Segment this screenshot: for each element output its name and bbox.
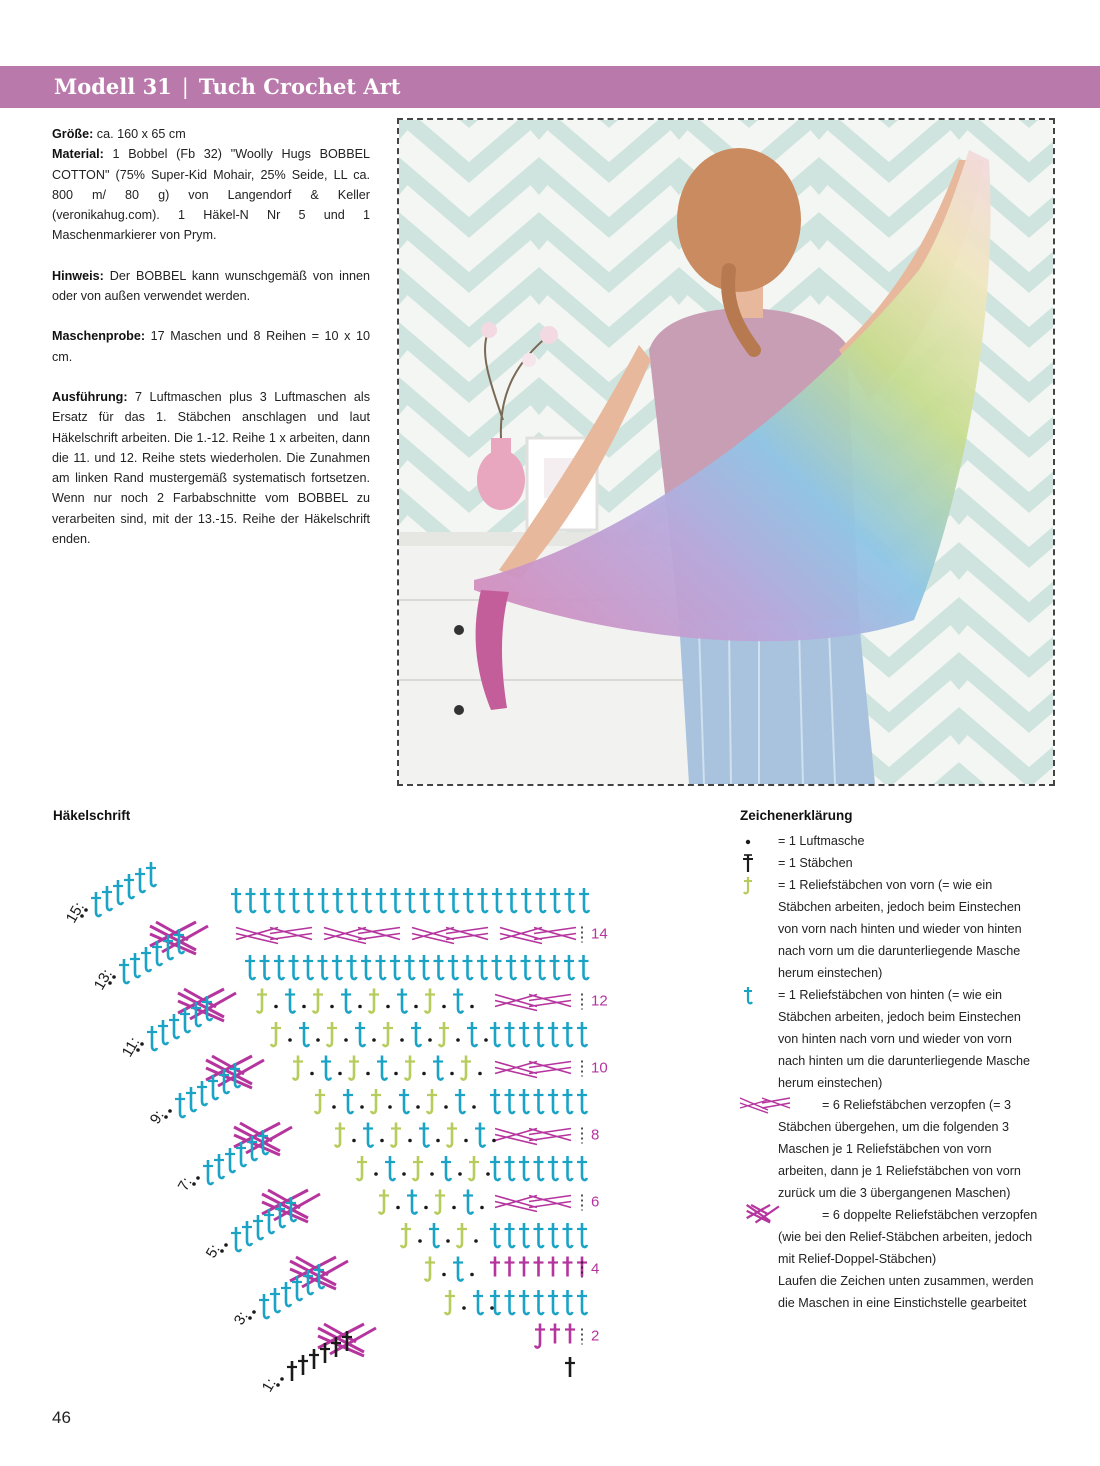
chain-dot bbox=[224, 1243, 228, 1247]
stitch-symbol bbox=[405, 1056, 415, 1080]
page-title bbox=[54, 72, 400, 102]
stitch-symbol bbox=[434, 955, 444, 979]
stitch-symbol bbox=[453, 989, 463, 1013]
stitch-symbol bbox=[439, 1022, 449, 1046]
chain-dot bbox=[414, 1005, 418, 1009]
chain-dot bbox=[400, 1038, 404, 1042]
row-number-left: 11: bbox=[118, 1034, 144, 1060]
stitch-symbol bbox=[548, 1223, 558, 1247]
chain-dot bbox=[394, 1072, 398, 1076]
chain-dot bbox=[274, 1005, 278, 1009]
stitch-symbol bbox=[534, 1257, 544, 1277]
stitch-symbol bbox=[260, 888, 270, 912]
diagram-title: Häkelschrift bbox=[53, 808, 131, 823]
size-label: Größe: bbox=[52, 127, 94, 141]
chain-dot bbox=[424, 1206, 428, 1210]
stitch-symbol bbox=[231, 888, 241, 912]
crochet-chart bbox=[40, 824, 680, 1404]
chain-dot bbox=[252, 1310, 256, 1314]
stitch-symbol bbox=[577, 1223, 587, 1247]
row-number-left: 13: bbox=[90, 966, 116, 993]
stitch-symbol bbox=[135, 868, 145, 892]
stitch-symbol bbox=[478, 888, 488, 912]
execution-text: 7 Luftmaschen plus 3 Luftmaschen als Ersatz für das 1. Stäbchen anschlagen und laut Häkelschrift arbeiten. Die 1.-12. Reihe 1 x arbeiten, dann die 11. und 12. Reihe stets wiederholen. Die Zunahmen am linken Rand mustergemäß systematisch fortsetzen. Wenn nur noch 2 Farbabschnitte vom BOBBEL zu verarbeiten sind, mit der 13.-15. Reihe der Häkelschrift enden. bbox=[52, 389, 370, 547]
stitch-symbol bbox=[521, 955, 531, 979]
stitch-symbol bbox=[467, 1022, 477, 1046]
chain-dot bbox=[428, 1038, 432, 1042]
stitch-symbol bbox=[341, 989, 351, 1013]
chain-dot bbox=[470, 1273, 474, 1277]
stitch-symbol bbox=[505, 1223, 515, 1247]
row-number-right: 10 bbox=[591, 1059, 608, 1077]
stitch-symbol bbox=[260, 955, 270, 979]
chain-dot bbox=[330, 1005, 334, 1009]
stitch-symbol bbox=[289, 888, 299, 912]
row-number-left: 15: bbox=[62, 899, 88, 926]
model-title: Tuch Crochet Art bbox=[198, 74, 401, 99]
stitch-symbol bbox=[274, 955, 284, 979]
chain-dot bbox=[478, 1072, 482, 1076]
jeans bbox=[679, 620, 875, 784]
stitch-symbol bbox=[548, 1022, 558, 1046]
stitch-symbol bbox=[492, 888, 502, 912]
stitch-symbol bbox=[91, 892, 101, 916]
stitch-symbol bbox=[355, 1022, 365, 1046]
stitch-symbol bbox=[433, 1056, 443, 1080]
chain-dot bbox=[462, 1306, 466, 1310]
stitch-symbol bbox=[563, 1156, 573, 1180]
stitch-symbol bbox=[158, 1020, 168, 1044]
chain-dot bbox=[196, 1176, 200, 1180]
stitch-symbol bbox=[463, 888, 473, 912]
stitch-symbol bbox=[186, 1087, 196, 1111]
chain-dot bbox=[396, 1206, 400, 1210]
chain-dot bbox=[456, 1038, 460, 1042]
stitch-symbol bbox=[253, 1215, 263, 1239]
legend-item-cable6: = 6 Reliefstäbchen verzopfen (= 3 Stäbchen übergehen, um die folgenden 3 Maschen je 1 Reliefstäbchen von vorn arbeiten, dann je 1 Reliefstäbchen von vorn zurück um die 3 übergangenen Maschen) bbox=[738, 1094, 1038, 1204]
hair bbox=[677, 148, 801, 292]
legend-item-dc: = 1 Stäbchen bbox=[738, 852, 1038, 874]
stitch-symbol bbox=[397, 989, 407, 1013]
legend-item-bpdc: = 1 Reliefstäbchen von hinten (= wie ein Stäbchen arbeiten, jedoch beim Einstechen von hinten nach vorn und wieder von vorn nach hinten um die darunterliegende Masche herum einstechen) bbox=[738, 984, 1038, 1094]
stitch-symbol bbox=[270, 1288, 280, 1312]
row-number-right: 6 bbox=[591, 1193, 600, 1211]
stitch-symbol bbox=[321, 1056, 331, 1080]
chain-dot bbox=[380, 1139, 384, 1143]
stitch-symbol bbox=[231, 1227, 241, 1251]
chain-dot bbox=[492, 1139, 496, 1143]
stitch-symbol bbox=[429, 1223, 439, 1247]
double-crochet-icon bbox=[738, 852, 762, 874]
stitch-symbol bbox=[563, 1089, 573, 1113]
chain-dot bbox=[444, 1105, 448, 1109]
gauge-label: Maschenprobe: bbox=[52, 329, 146, 344]
stitch-symbol bbox=[371, 1089, 381, 1113]
chain-dot-icon bbox=[738, 830, 762, 852]
row-number-left: 3: bbox=[230, 1308, 252, 1328]
photo-illustration bbox=[399, 120, 1053, 784]
chain-dot bbox=[366, 1072, 370, 1076]
chain-dot bbox=[458, 1172, 462, 1176]
chain-dot bbox=[360, 1105, 364, 1109]
stitch-symbol bbox=[490, 1156, 500, 1180]
back-post-dc-icon bbox=[738, 984, 762, 1006]
material-label: Material: bbox=[52, 147, 104, 162]
chain-dot bbox=[418, 1239, 422, 1243]
chain-dot bbox=[484, 1038, 488, 1042]
stitch-symbol bbox=[505, 1089, 515, 1113]
stitch-symbol bbox=[225, 1148, 235, 1172]
stitch-symbol bbox=[505, 1257, 515, 1277]
stitch-symbol bbox=[285, 989, 295, 1013]
chain-dot bbox=[302, 1005, 306, 1009]
stitch-symbol bbox=[463, 955, 473, 979]
stitch-symbol bbox=[441, 1156, 451, 1180]
stitch-symbol bbox=[287, 1361, 297, 1381]
chain-dot bbox=[490, 1306, 494, 1310]
stitch-symbol bbox=[169, 1014, 179, 1038]
chain-dot bbox=[442, 1273, 446, 1277]
stitch-symbol bbox=[113, 880, 123, 904]
hint-paragraph bbox=[52, 266, 370, 307]
stitch-symbol bbox=[281, 1282, 291, 1306]
chain-dot bbox=[388, 1105, 392, 1109]
stitch-symbol bbox=[507, 888, 517, 912]
stitch-symbol bbox=[399, 1089, 409, 1113]
legend-item-fpdc: = 1 Reliefstäbchen von vorn (= wie ein Stäbchen arbeiten, jedoch beim Einstechen von vorn nach hinten und wieder von hinten nach vorn um die darunterliegende Masche herum einstechen) bbox=[738, 874, 1038, 984]
stitch-symbol bbox=[565, 888, 575, 912]
row-number-right: 2 bbox=[591, 1327, 600, 1345]
chain-dot bbox=[408, 1139, 412, 1143]
stitch-symbol bbox=[369, 989, 379, 1013]
stitch-symbol bbox=[550, 955, 560, 979]
stitch-symbol bbox=[242, 1221, 252, 1245]
execution-label: Ausführung: bbox=[52, 389, 128, 404]
stitch-symbol bbox=[492, 955, 502, 979]
cable-symbol bbox=[412, 928, 488, 944]
stitch-symbol bbox=[548, 1257, 558, 1277]
stitch-symbol bbox=[505, 1022, 515, 1046]
title-separator: | bbox=[181, 75, 189, 99]
stitch-symbol bbox=[447, 1123, 457, 1147]
stitch-symbol bbox=[463, 1190, 473, 1214]
stitch-symbol bbox=[124, 874, 134, 898]
stitch-symbol bbox=[564, 955, 574, 979]
stitch-symbol bbox=[332, 955, 342, 979]
hint-text: Der BOBBEL kann wunschgemäß von innen oder von außen verwendet werden. bbox=[52, 268, 370, 304]
gauge-paragraph bbox=[52, 326, 370, 367]
row-number-left: 1: bbox=[258, 1375, 280, 1395]
cable-six-icon bbox=[738, 1092, 792, 1114]
stitch-symbol bbox=[197, 1081, 207, 1105]
stitch-symbol bbox=[565, 1357, 575, 1377]
stitch-symbol bbox=[490, 1257, 500, 1277]
stitch-symbol bbox=[535, 955, 545, 979]
stitch-symbol bbox=[377, 1056, 387, 1080]
stitch-symbol bbox=[548, 1089, 558, 1113]
stitch-symbol bbox=[449, 888, 459, 912]
stitch-symbol bbox=[379, 1190, 389, 1214]
stitch-symbol bbox=[401, 1223, 411, 1247]
stitch-symbol bbox=[505, 1156, 515, 1180]
vase bbox=[477, 450, 525, 510]
size-text: ca. 160 x 65 cm bbox=[93, 127, 186, 141]
stitch-symbol bbox=[407, 1190, 417, 1214]
chain-dot bbox=[430, 1172, 434, 1176]
chain-dot bbox=[450, 1072, 454, 1076]
model-number: Modell 31 bbox=[54, 74, 172, 99]
stitch-symbol bbox=[550, 888, 560, 912]
stitch-symbol bbox=[475, 1123, 485, 1147]
stitch-symbol bbox=[534, 1022, 544, 1046]
chain-dot bbox=[386, 1005, 390, 1009]
stitch-symbol bbox=[473, 1290, 483, 1314]
stitch-symbol bbox=[349, 1056, 359, 1080]
legend-item-chain: = 1 Luftmasche bbox=[738, 830, 1038, 852]
stitch-symbol bbox=[445, 1290, 455, 1314]
stitch-symbol bbox=[246, 888, 256, 912]
stitch-symbol bbox=[563, 1022, 573, 1046]
stitch-symbol bbox=[335, 1123, 345, 1147]
cable-symbol bbox=[495, 1129, 571, 1145]
hint-label: Hinweis: bbox=[52, 268, 104, 283]
material-text: 1 Bobbel (Fb 32) "Woolly Hugs BOBBEL COTTON" (75% Super-Kid Mohair, 25% Seide, LL ca. 800 m/ 80 g) von Langendorf & Keller (veronikahug.com). 1 Häkel-N Nr 5 und 1 Maschenmarkierer von Prym. bbox=[52, 147, 370, 243]
stitch-symbol bbox=[376, 888, 386, 912]
stitch-symbol bbox=[347, 955, 357, 979]
chain-dot bbox=[452, 1206, 456, 1210]
stitch-symbol bbox=[563, 1223, 573, 1247]
stitch-symbol bbox=[563, 1290, 573, 1314]
chain-dot bbox=[446, 1239, 450, 1243]
stitch-symbol bbox=[293, 1056, 303, 1080]
row-number-left: 5: bbox=[202, 1241, 224, 1261]
stitch-symbol bbox=[315, 1089, 325, 1113]
stitch-symbol bbox=[245, 955, 255, 979]
stitch-symbol bbox=[413, 1156, 423, 1180]
stitch-symbol bbox=[146, 862, 156, 886]
stitch-symbol bbox=[521, 888, 531, 912]
stitch-symbol bbox=[448, 955, 458, 979]
stitch-symbol bbox=[453, 1257, 463, 1281]
chain-dot bbox=[472, 1105, 476, 1109]
stitch-symbol bbox=[550, 1324, 560, 1344]
chain-dot bbox=[486, 1172, 490, 1176]
stitch-symbol bbox=[477, 955, 487, 979]
stitch-symbol bbox=[490, 1089, 500, 1113]
stitch-symbol bbox=[534, 1223, 544, 1247]
stitch-symbol bbox=[203, 1160, 213, 1184]
chain-dot bbox=[442, 1005, 446, 1009]
legend-footer: Laufen die Zeichen unten zusammen, werden die Maschen in eine Einstichstelle gearbeitet bbox=[778, 1274, 1034, 1310]
row-number-left: 7: bbox=[174, 1174, 196, 1194]
stitch-symbol bbox=[141, 947, 151, 971]
cable-symbol bbox=[500, 928, 576, 944]
stitch-symbol bbox=[271, 1022, 281, 1046]
front-post-dc-icon bbox=[738, 874, 762, 896]
stitch-symbol bbox=[419, 1123, 429, 1147]
stitch-symbol bbox=[147, 1026, 157, 1050]
stitch-symbol bbox=[425, 1257, 435, 1281]
chain-dot bbox=[352, 1139, 356, 1143]
cable-symbol bbox=[324, 928, 400, 944]
chain-dot bbox=[338, 1072, 342, 1076]
stitch-symbol bbox=[363, 1123, 373, 1147]
page-number: 46 bbox=[52, 1408, 71, 1427]
stitch-symbol bbox=[563, 1257, 573, 1277]
chain-dot bbox=[372, 1038, 376, 1042]
stitch-symbol bbox=[490, 1022, 500, 1046]
stitch-symbol bbox=[577, 1156, 587, 1180]
stitch-symbol bbox=[519, 1223, 529, 1247]
stitch-symbol bbox=[130, 953, 140, 977]
stitch-symbol bbox=[347, 888, 357, 912]
stitch-symbol bbox=[577, 1089, 587, 1113]
stitch-symbol bbox=[534, 1290, 544, 1314]
stitch-symbol bbox=[383, 1022, 393, 1046]
stitch-symbol bbox=[303, 955, 313, 979]
stitch-symbol bbox=[298, 1355, 308, 1375]
legend-item-cable6-double: = 6 doppelte Reliefstäbchen verzopfen (wie bei den Relief-Stäbchen arbeiten, jedoch mit Relief-Doppel-Stäbchen) bbox=[738, 1204, 1038, 1270]
chain-dot bbox=[280, 1377, 284, 1381]
stitch-symbol bbox=[405, 955, 415, 979]
stitch-symbol bbox=[175, 1093, 185, 1117]
row-number-right: 14 bbox=[591, 925, 608, 943]
stitch-symbol bbox=[361, 955, 371, 979]
material-paragraph bbox=[52, 124, 370, 246]
row-number-right: 8 bbox=[591, 1126, 600, 1144]
chain-dot bbox=[416, 1105, 420, 1109]
stitch-symbol bbox=[327, 1022, 337, 1046]
stitch-symbol bbox=[309, 1349, 319, 1369]
cable-symbol bbox=[236, 928, 312, 944]
stitch-symbol bbox=[548, 1156, 558, 1180]
row-number-right: 4 bbox=[591, 1260, 600, 1278]
stitch-symbol bbox=[289, 955, 299, 979]
stitch-symbol bbox=[534, 1089, 544, 1113]
stitch-symbol bbox=[419, 955, 429, 979]
stitch-symbol bbox=[535, 1324, 545, 1348]
stitch-symbol bbox=[318, 955, 328, 979]
stitch-symbol bbox=[376, 955, 386, 979]
chain-dot bbox=[474, 1239, 478, 1243]
symbol-legend bbox=[738, 830, 1038, 1314]
chain-dot bbox=[288, 1038, 292, 1042]
cable-symbol bbox=[495, 1062, 571, 1078]
stitch-symbol bbox=[455, 1089, 465, 1113]
shawl-photo bbox=[397, 118, 1055, 786]
stitch-symbol bbox=[313, 989, 323, 1013]
chain-dot bbox=[422, 1072, 426, 1076]
instructions-text bbox=[52, 124, 370, 569]
chain-dot bbox=[344, 1038, 348, 1042]
row-number-right: 12 bbox=[591, 992, 608, 1010]
stitch-symbol bbox=[505, 1290, 515, 1314]
crochet-chart-svg bbox=[40, 824, 680, 1404]
chain-dot bbox=[470, 1005, 474, 1009]
stitch-symbol bbox=[427, 1089, 437, 1113]
stitch-symbol bbox=[579, 955, 589, 979]
row-number-left: 9: bbox=[146, 1107, 168, 1127]
chain-dot bbox=[480, 1206, 484, 1210]
stitch-symbol bbox=[490, 1223, 500, 1247]
chain-dot bbox=[464, 1139, 468, 1143]
stitch-symbol bbox=[536, 888, 546, 912]
stitch-symbol bbox=[519, 1022, 529, 1046]
stitch-symbol bbox=[275, 888, 285, 912]
execution-paragraph bbox=[52, 387, 370, 549]
chain-dot bbox=[374, 1172, 378, 1176]
double-cable-icon bbox=[738, 1202, 792, 1224]
cable-symbol bbox=[495, 1196, 571, 1212]
stitch-symbol bbox=[119, 959, 129, 983]
stitch-symbol bbox=[257, 989, 267, 1013]
stitch-symbol bbox=[577, 1022, 587, 1046]
stitch-symbol bbox=[391, 1123, 401, 1147]
cable-symbol bbox=[495, 995, 571, 1011]
stitch-symbol bbox=[304, 888, 314, 912]
stitch-symbol bbox=[506, 955, 516, 979]
stitch-symbol bbox=[577, 1290, 587, 1314]
stitch-symbol bbox=[490, 1290, 500, 1314]
stitch-symbol bbox=[519, 1156, 529, 1180]
stitch-symbol bbox=[390, 955, 400, 979]
chain-dot bbox=[168, 1109, 172, 1113]
stitch-symbol bbox=[405, 888, 415, 912]
stitch-symbol bbox=[318, 888, 328, 912]
stitch-symbol bbox=[457, 1223, 467, 1247]
stitch-symbol bbox=[411, 1022, 421, 1046]
stitch-symbol bbox=[461, 1056, 471, 1080]
stitch-symbol bbox=[343, 1089, 353, 1113]
stitch-symbol bbox=[434, 888, 444, 912]
stitch-symbol bbox=[391, 888, 401, 912]
stitch-symbol bbox=[357, 1156, 367, 1180]
stitch-symbol bbox=[469, 1156, 479, 1180]
stitch-symbol bbox=[435, 1190, 445, 1214]
stitch-symbol bbox=[565, 1324, 575, 1344]
stitch-symbol bbox=[333, 888, 343, 912]
stitch-symbol bbox=[519, 1089, 529, 1113]
chain-dot bbox=[310, 1072, 314, 1076]
stitch-symbol bbox=[214, 1154, 224, 1178]
chain-dot bbox=[316, 1038, 320, 1042]
stitch-symbol bbox=[362, 888, 372, 912]
stitch-symbol bbox=[534, 1156, 544, 1180]
stitch-symbol bbox=[425, 989, 435, 1013]
stitch-symbol bbox=[519, 1290, 529, 1314]
stitch-symbol bbox=[299, 1022, 309, 1046]
stitch-symbol bbox=[102, 886, 112, 910]
chain-dot bbox=[402, 1172, 406, 1176]
stitch-symbol bbox=[519, 1257, 529, 1277]
chain-dot bbox=[436, 1139, 440, 1143]
legend-title: Zeichenerklärung bbox=[740, 808, 853, 823]
stitch-symbol bbox=[259, 1294, 269, 1318]
chain-dot bbox=[332, 1105, 336, 1109]
stitch-symbol bbox=[548, 1290, 558, 1314]
chain-dot bbox=[358, 1005, 362, 1009]
stitch-symbol bbox=[420, 888, 430, 912]
stitch-symbol bbox=[385, 1156, 395, 1180]
stitch-symbol bbox=[579, 888, 589, 912]
gauge-text: 17 Maschen und 8 Reihen = 10 x 10 cm. bbox=[52, 329, 370, 364]
